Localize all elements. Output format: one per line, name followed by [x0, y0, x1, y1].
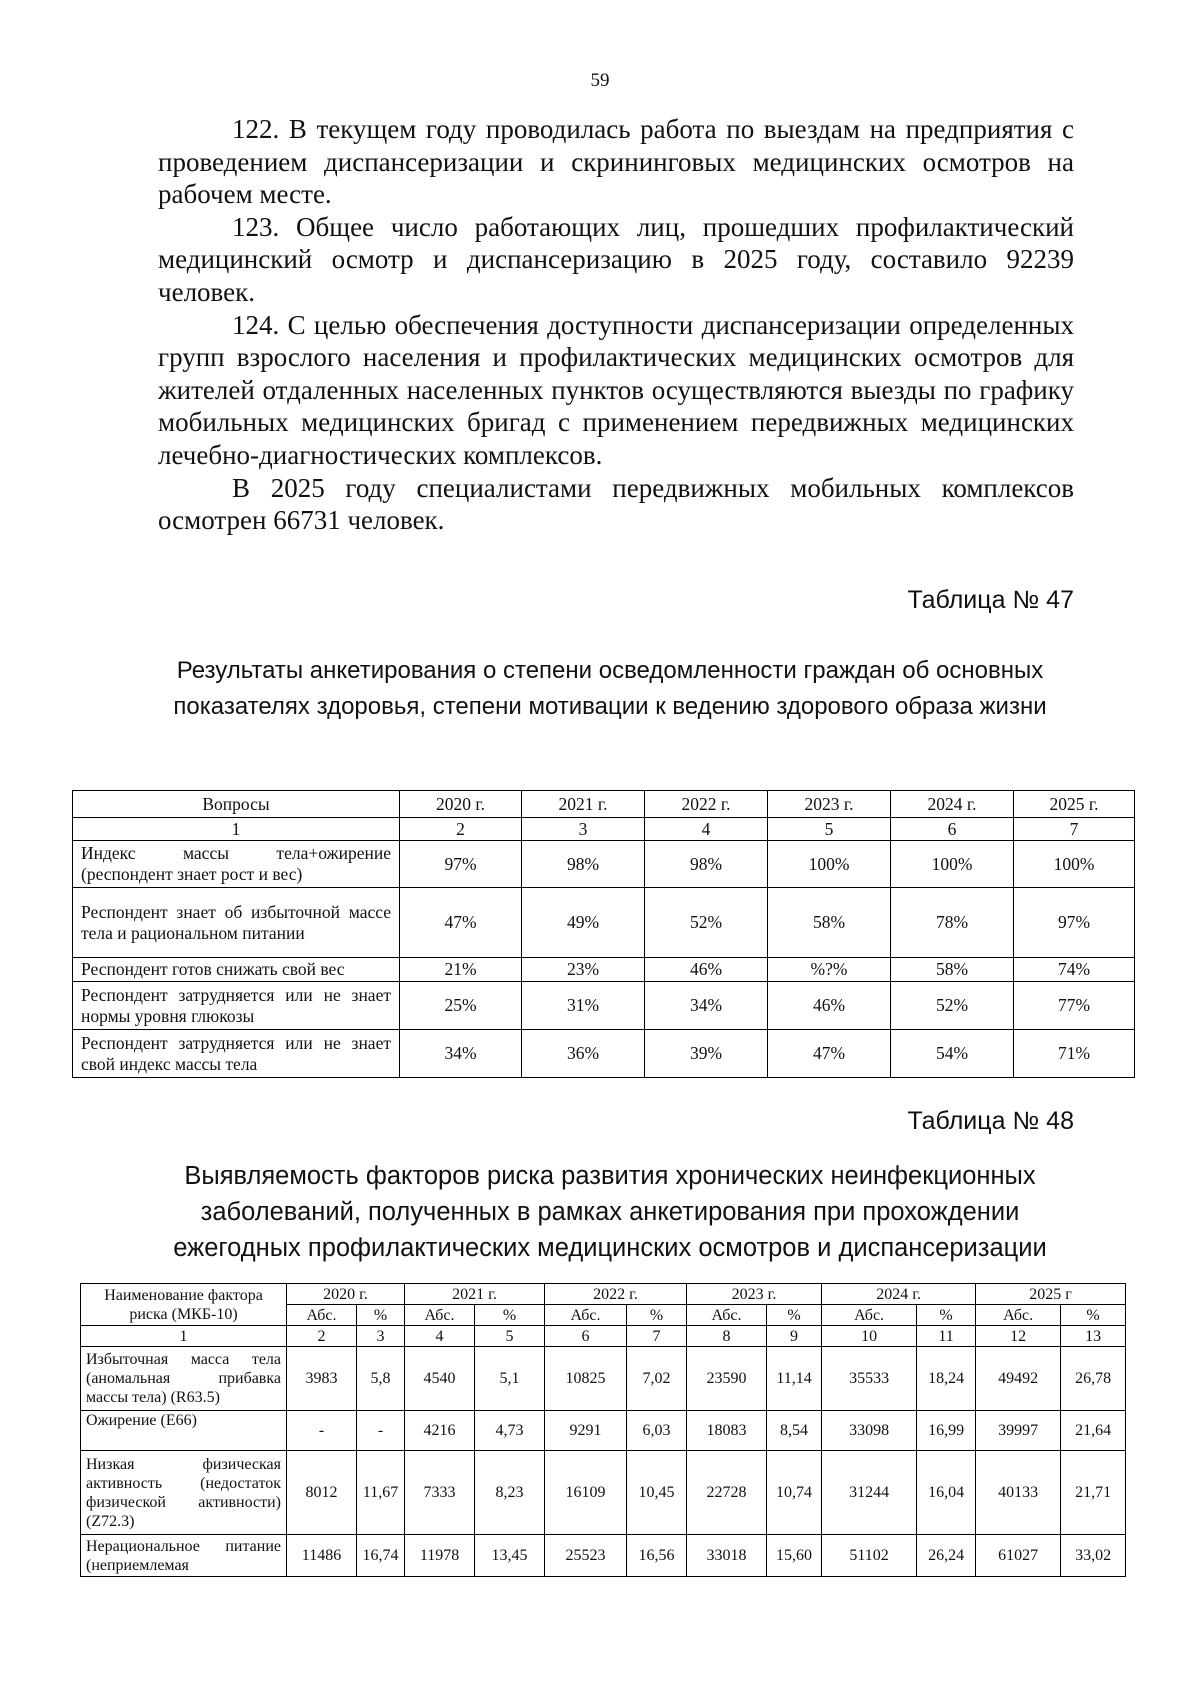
value-cell: 16,56 [627, 1535, 687, 1577]
value-cell: 40133 [976, 1451, 1061, 1535]
column-number: 2 [287, 1326, 357, 1347]
column-number: 13 [1061, 1326, 1126, 1347]
factor-cell: Ожирение (E66) [81, 1411, 287, 1451]
value-cell: 13,45 [475, 1535, 545, 1577]
value-cell: 25523 [545, 1535, 627, 1577]
value-cell: 16109 [545, 1451, 627, 1535]
paragraph-124: 124. С целью обеспечения доступности диспансеризации определенных групп взрослого населения и профилактических медицинских осмотров для жителей отдаленных населенных пунктов осуществляются выезды по графику мобильных медицинских бригад с применением передвижных медицинских лечебно-диагностических комплексов. [158, 309, 1074, 470]
header-abs: Абс. [287, 1305, 357, 1326]
value-cell: 11,14 [767, 1347, 822, 1411]
value-cell: 5,8 [357, 1347, 405, 1411]
column-number: 5 [768, 818, 891, 841]
value-cell: 61027 [976, 1535, 1061, 1577]
value-cell: 16,99 [917, 1411, 976, 1451]
header-year: 2022 г. [545, 1284, 687, 1305]
question-cell: Респондент знает об избыточной массе тела и рациональном питании [73, 888, 400, 958]
table-48-label: Таблица № 48 [907, 1107, 1074, 1135]
value-cell: 8,54 [767, 1411, 822, 1451]
value-cell: 8012 [287, 1451, 357, 1535]
value-cell: 11978 [405, 1535, 475, 1577]
header-pct: % [357, 1305, 405, 1326]
table-row [81, 1411, 1126, 1451]
header-questions: Вопросы [73, 791, 400, 818]
column-number: 5 [475, 1326, 545, 1347]
page-number: 59 [590, 70, 610, 91]
header-pct: % [917, 1305, 976, 1326]
value-cell: 46% [768, 982, 891, 1030]
value-cell: 36% [522, 1030, 645, 1078]
value-cell: 4,73 [475, 1411, 545, 1451]
header-pct: % [627, 1305, 687, 1326]
header-pct: % [1061, 1305, 1126, 1326]
table-48 [80, 1283, 1126, 1577]
value-cell: 16,74 [357, 1535, 405, 1577]
header-year: 2023 г. [768, 791, 891, 818]
value-cell: 8,23 [475, 1451, 545, 1535]
paragraph-122: 122. В текущем году проводилась работа по выездам на предприятия с проведением диспансеризации и скрининговых медицинских осмотров на рабочем месте. [158, 114, 1074, 210]
value-cell: - [357, 1411, 405, 1451]
value-cell: 3983 [287, 1347, 357, 1411]
value-cell: %?% [768, 958, 891, 982]
column-number: 3 [522, 818, 645, 841]
header-abs: Абс. [976, 1305, 1061, 1326]
value-cell: 49492 [976, 1347, 1061, 1411]
header-year: 2023 г. [687, 1284, 822, 1305]
column-number: 10 [822, 1326, 917, 1347]
value-cell: 11486 [287, 1535, 357, 1577]
value-cell: 7,02 [627, 1347, 687, 1411]
value-cell: 35533 [822, 1347, 917, 1411]
column-number: 4 [645, 818, 768, 841]
header-abs: Абс. [822, 1305, 917, 1326]
value-cell: 10,74 [767, 1451, 822, 1535]
column-number: 8 [687, 1326, 767, 1347]
value-cell: 100% [1014, 841, 1135, 888]
header-pct: % [767, 1305, 822, 1326]
value-cell: 78% [891, 888, 1014, 958]
value-cell: 5,1 [475, 1347, 545, 1411]
value-cell: 47% [400, 888, 522, 958]
table-row [73, 888, 1135, 958]
table-row [73, 1030, 1135, 1078]
value-cell: 25% [400, 982, 522, 1030]
column-number: 1 [81, 1326, 287, 1347]
value-cell: 31244 [822, 1451, 917, 1535]
question-cell: Респондент затрудняется или не знает свой индекс массы тела [73, 1030, 400, 1078]
paragraph-mobile-complexes: В 2025 году специалистами передвижных мобильных комплексов осмотрен 66731 человек. [158, 472, 1074, 536]
table-row [73, 841, 1135, 888]
header-year: 2024 г. [891, 791, 1014, 818]
header-factor: Наименование фактора риска (МКБ-10) [81, 1284, 287, 1326]
value-cell: 71% [1014, 1030, 1135, 1078]
column-number: 3 [357, 1326, 405, 1347]
value-cell: 47% [768, 1030, 891, 1078]
table-row [81, 1451, 1126, 1535]
value-cell: 18083 [687, 1411, 767, 1451]
header-pct: % [475, 1305, 545, 1326]
table-47 [72, 790, 1135, 1078]
header-year: 2021 г. [522, 791, 645, 818]
value-cell: 97% [400, 841, 522, 888]
value-cell: - [287, 1411, 357, 1451]
value-cell: 77% [1014, 982, 1135, 1030]
value-cell: 39997 [976, 1411, 1061, 1451]
question-cell: Респондент затрудняется или не знает нормы уровня глюкозы [73, 982, 400, 1030]
factor-cell: Избыточная масса тела (аномальная прибавка массы тела) (R63.5) [81, 1347, 287, 1411]
value-cell: 26,24 [917, 1535, 976, 1577]
column-number: 6 [545, 1326, 627, 1347]
value-cell: 33,02 [1061, 1535, 1126, 1577]
table-48-year-row [81, 1284, 1126, 1305]
table-47-number-row [73, 818, 1135, 841]
value-cell: 58% [891, 958, 1014, 982]
value-cell: 6,03 [627, 1411, 687, 1451]
question-cell: Индекс массы тела+ожирение (респондент знает рост и вес) [73, 841, 400, 888]
column-number: 2 [400, 818, 522, 841]
value-cell: 52% [645, 888, 768, 958]
table-47-label: Таблица № 47 [907, 586, 1074, 614]
value-cell: 4216 [405, 1411, 475, 1451]
value-cell: 26,78 [1061, 1347, 1126, 1411]
question-cell: Респондент готов снижать свой вес [73, 958, 400, 982]
value-cell: 39% [645, 1030, 768, 1078]
column-number: 7 [1014, 818, 1135, 841]
header-year: 2021 г. [405, 1284, 545, 1305]
value-cell: 98% [522, 841, 645, 888]
value-cell: 58% [768, 888, 891, 958]
value-cell: 98% [645, 841, 768, 888]
value-cell: 51102 [822, 1535, 917, 1577]
header-year: 2020 г. [400, 791, 522, 818]
value-cell: 34% [400, 1030, 522, 1078]
header-year: 2025 г. [1014, 791, 1135, 818]
value-cell: 18,24 [917, 1347, 976, 1411]
table-48-title: Выявляемость факторов риска развития хронических неинфекционных заболеваний, полученных в рамках анкетирования при прохождении ежегодных профилактических медицинских осмотров и диспансеризации [173, 1162, 1047, 1262]
table-47-header-row [73, 791, 1135, 818]
header-abs: Абс. [687, 1305, 767, 1326]
column-number: 9 [767, 1326, 822, 1347]
table-47-title: Результаты анкетирования о степени осведомленности граждан об основных показателях здоровья, степени мотивации к ведению здорового образа жизни [173, 657, 1047, 720]
header-year: 2024 г. [822, 1284, 976, 1305]
table-48-number-row [81, 1326, 1126, 1347]
header-abs: Абс. [545, 1305, 627, 1326]
value-cell: 10825 [545, 1347, 627, 1411]
paragraph-123: 123. Общее число работающих лиц, прошедших профилактический медицинский осмотр и диспансеризацию в 2025 году, составило 92239 человек. [158, 211, 1074, 307]
value-cell: 10,45 [627, 1451, 687, 1535]
table-row [81, 1535, 1126, 1577]
value-cell: 23% [522, 958, 645, 982]
value-cell: 23590 [687, 1347, 767, 1411]
value-cell: 16,04 [917, 1451, 976, 1535]
value-cell: 4540 [405, 1347, 475, 1411]
value-cell: 22728 [687, 1451, 767, 1535]
value-cell: 15,60 [767, 1535, 822, 1577]
value-cell: 100% [768, 841, 891, 888]
value-cell: 74% [1014, 958, 1135, 982]
value-cell: 21,71 [1061, 1451, 1126, 1535]
value-cell: 49% [522, 888, 645, 958]
value-cell: 97% [1014, 888, 1135, 958]
column-number: 7 [627, 1326, 687, 1347]
table-row [81, 1347, 1126, 1411]
value-cell: 54% [891, 1030, 1014, 1078]
table-row [73, 982, 1135, 1030]
header-abs: Абс. [405, 1305, 475, 1326]
value-cell: 21% [400, 958, 522, 982]
column-number: 11 [917, 1326, 976, 1347]
column-number: 1 [73, 818, 400, 841]
value-cell: 7333 [405, 1451, 475, 1535]
column-number: 4 [405, 1326, 475, 1347]
value-cell: 100% [891, 841, 1014, 888]
value-cell: 46% [645, 958, 768, 982]
header-year: 2020 г. [287, 1284, 405, 1305]
header-year: 2025 г [976, 1284, 1126, 1305]
value-cell: 9291 [545, 1411, 627, 1451]
factor-cell: Нерациональное питание (неприемлемая [81, 1535, 287, 1577]
value-cell: 34% [645, 982, 768, 1030]
value-cell: 33018 [687, 1535, 767, 1577]
value-cell: 52% [891, 982, 1014, 1030]
column-number: 12 [976, 1326, 1061, 1347]
value-cell: 21,64 [1061, 1411, 1126, 1451]
factor-cell: Низкая физическая активность (недостаток физической активности) (Z72.3) [81, 1451, 287, 1535]
header-year: 2022 г. [645, 791, 768, 818]
body-text [158, 113, 1074, 537]
column-number: 6 [891, 818, 1014, 841]
value-cell: 31% [522, 982, 645, 1030]
value-cell: 11,67 [357, 1451, 405, 1535]
value-cell: 33098 [822, 1411, 917, 1451]
table-row [73, 958, 1135, 982]
